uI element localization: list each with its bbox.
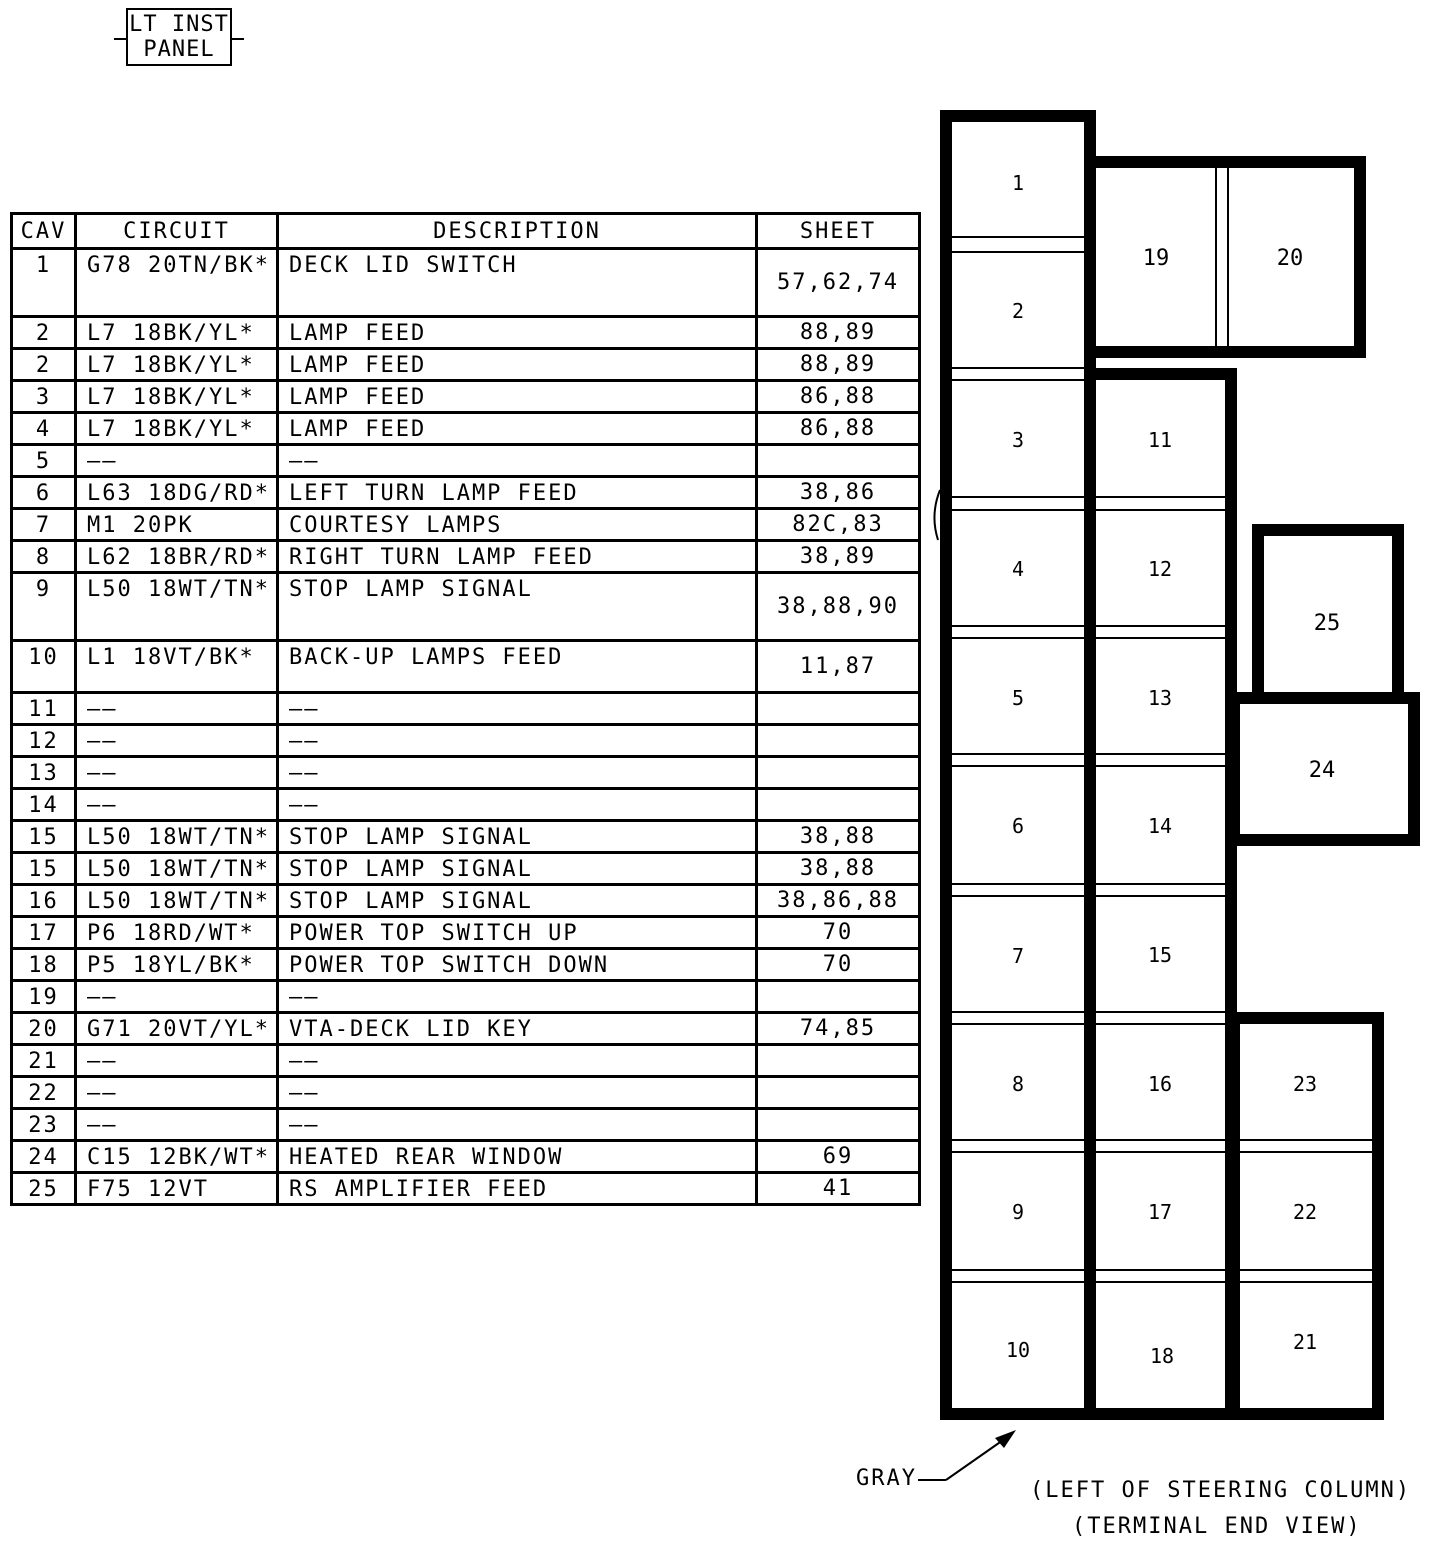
cav-cell: 4	[12, 413, 76, 445]
cav-cell: 20	[12, 1013, 76, 1045]
sheet-cell: 88,89	[757, 317, 920, 349]
circuit-cell: L63 18DG/RD*	[76, 477, 278, 509]
sheet-cell: 38,89	[757, 541, 920, 573]
column-header-circuit: CIRCUIT	[76, 214, 278, 249]
description-cell: LEFT TURN LAMP FEED	[278, 477, 757, 509]
circuit-cell: L7 18BK/YL*	[76, 349, 278, 381]
column-header-description: DESCRIPTION	[278, 214, 757, 249]
cavity-label-15: 15	[1147, 943, 1173, 967]
description-cell: ——	[278, 1109, 757, 1141]
cav-cell: 10	[12, 641, 76, 693]
column-header-cav: CAV	[12, 214, 76, 249]
description-cell: ——	[278, 981, 757, 1013]
cavity-label-4: 4	[1011, 557, 1025, 581]
circuit-cell: ——	[76, 757, 278, 789]
cav-cell: 15	[12, 853, 76, 885]
sheet-cell: 11,87	[757, 641, 920, 693]
cavity-label-5: 5	[1011, 686, 1025, 710]
cavity-label-23: 23	[1292, 1072, 1318, 1096]
cavity-label-22: 22	[1292, 1200, 1318, 1224]
description-cell: ——	[278, 1045, 757, 1077]
circuit-cell: M1 20PK	[76, 509, 278, 541]
sheet-cell: 38,88,90	[757, 573, 920, 641]
circuit-cell: G78 20TN/BK*	[76, 249, 278, 317]
cavity-label-2: 2	[1011, 299, 1025, 323]
cavity-label-24: 24	[1308, 758, 1336, 783]
description-cell: POWER TOP SWITCH UP	[278, 917, 757, 949]
description-cell: STOP LAMP SIGNAL	[278, 885, 757, 917]
cavity-label-11: 11	[1147, 428, 1173, 452]
circuit-cell: ——	[76, 1109, 278, 1141]
connector-view-note: (TERMINAL END VIEW)	[1072, 1514, 1362, 1539]
cavity-label-17: 17	[1147, 1200, 1173, 1224]
cavity-label-14: 14	[1147, 814, 1173, 838]
cav-cell: 7	[12, 509, 76, 541]
cav-cell: 11	[12, 693, 76, 725]
description-cell: ——	[278, 757, 757, 789]
cav-cell: 3	[12, 381, 76, 413]
cav-cell: 14	[12, 789, 76, 821]
description-cell: COURTESY LAMPS	[278, 509, 757, 541]
column-header-sheet: SHEET	[757, 214, 920, 249]
cav-cell: 2	[12, 317, 76, 349]
cavity-label-10: 10	[1005, 1338, 1031, 1362]
connector-title-line2: PANEL	[143, 37, 215, 62]
circuit-cell: G71 20VT/YL*	[76, 1013, 278, 1045]
circuit-cell: L50 18WT/TN*	[76, 885, 278, 917]
circuit-cell: ——	[76, 725, 278, 757]
description-cell: DECK LID SWITCH	[278, 249, 757, 317]
description-cell: ——	[278, 693, 757, 725]
cavity-label-7: 7	[1011, 944, 1025, 968]
circuit-cell: P5 18YL/BK*	[76, 949, 278, 981]
cavity-label-8: 8	[1011, 1072, 1025, 1096]
cav-cell: 6	[12, 477, 76, 509]
gray-arrow-head	[995, 1430, 1016, 1448]
sheet-cell: 41	[757, 1173, 920, 1205]
cavity-block-19-20-outline	[1090, 162, 1360, 352]
cav-cell: 25	[12, 1173, 76, 1205]
cav-cell: 9	[12, 573, 76, 641]
description-cell: ——	[278, 789, 757, 821]
description-cell: STOP LAMP SIGNAL	[278, 853, 757, 885]
cavity-label-19: 19	[1142, 246, 1170, 271]
cav-cell: 18	[12, 949, 76, 981]
connector-title-line1: LT INST	[129, 12, 229, 37]
sheet-cell: 86,88	[757, 381, 920, 413]
cav-cell: 2	[12, 349, 76, 381]
cavity-dividers	[952, 168, 1372, 1282]
circuit-cell: L50 18WT/TN*	[76, 573, 278, 641]
circuit-cell: C15 12BK/WT*	[76, 1141, 278, 1173]
cav-cell: 8	[12, 541, 76, 573]
cavity-label-18: 18	[1149, 1344, 1175, 1368]
description-cell: LAMP FEED	[278, 317, 757, 349]
cav-cell: 12	[12, 725, 76, 757]
circuit-cell: L62 18BR/RD*	[76, 541, 278, 573]
description-cell: RS AMPLIFIER FEED	[278, 1173, 757, 1205]
description-cell: ——	[278, 1077, 757, 1109]
cavity-column-b-outline	[1090, 374, 1231, 1414]
description-cell: HEATED REAR WINDOW	[278, 1141, 757, 1173]
sheet-cell: 38,86,88	[757, 885, 920, 917]
cavity-label-25: 25	[1313, 611, 1341, 636]
cav-cell: 19	[12, 981, 76, 1013]
description-cell: POWER TOP SWITCH DOWN	[278, 949, 757, 981]
circuit-cell: ——	[76, 445, 278, 477]
cavity-label-9: 9	[1011, 1200, 1025, 1224]
sheet-cell: 74,85	[757, 1013, 920, 1045]
sheet-cell: 70	[757, 917, 920, 949]
description-cell: LAMP FEED	[278, 413, 757, 445]
cav-cell: 21	[12, 1045, 76, 1077]
description-cell: STOP LAMP SIGNAL	[278, 573, 757, 641]
cav-cell: 17	[12, 917, 76, 949]
circuit-cell: P6 18RD/WT*	[76, 917, 278, 949]
latch-mark	[934, 490, 940, 540]
description-cell: RIGHT TURN LAMP FEED	[278, 541, 757, 573]
circuit-cell: ——	[76, 1045, 278, 1077]
circuit-cell: ——	[76, 981, 278, 1013]
cavity-label-21: 21	[1292, 1330, 1318, 1354]
connector-color-label: GRAY	[856, 1466, 917, 1491]
circuit-cell: ——	[76, 789, 278, 821]
description-cell: ——	[278, 445, 757, 477]
circuit-cell: F75 12VT	[76, 1173, 278, 1205]
circuit-cell: L7 18BK/YL*	[76, 381, 278, 413]
description-cell: LAMP FEED	[278, 381, 757, 413]
cavity-label-6: 6	[1011, 814, 1025, 838]
sheet-cell: 88,89	[757, 349, 920, 381]
sheet-cell: 57,62,74	[757, 249, 920, 317]
cavity-label-20: 20	[1276, 246, 1304, 271]
sheet-cell: 38,88	[757, 821, 920, 853]
cavity-label-3: 3	[1011, 428, 1025, 452]
circuit-cell: L7 18BK/YL*	[76, 317, 278, 349]
cav-cell: 23	[12, 1109, 76, 1141]
connector-location-note: (LEFT OF STEERING COLUMN)	[1030, 1478, 1412, 1503]
sheet-cell: 69	[757, 1141, 920, 1173]
cavity-label-16: 16	[1147, 1072, 1173, 1096]
sheet-cell: 70	[757, 949, 920, 981]
cav-cell: 24	[12, 1141, 76, 1173]
cavity-label-12: 12	[1147, 557, 1173, 581]
cav-cell: 1	[12, 249, 76, 317]
circuit-cell: L50 18WT/TN*	[76, 853, 278, 885]
cavity-label-1: 1	[1011, 171, 1025, 195]
sheet-cell: 86,88	[757, 413, 920, 445]
gray-arrow-shaft	[946, 1438, 1006, 1480]
description-cell: BACK-UP LAMPS FEED	[278, 641, 757, 693]
cav-cell: 15	[12, 821, 76, 853]
circuit-cell: L50 18WT/TN*	[76, 821, 278, 853]
circuit-cell: ——	[76, 693, 278, 725]
cav-cell: 16	[12, 885, 76, 917]
cav-cell: 13	[12, 757, 76, 789]
description-cell: STOP LAMP SIGNAL	[278, 821, 757, 853]
circuit-cell: L1 18VT/BK*	[76, 641, 278, 693]
sheet-cell: 82C,83	[757, 509, 920, 541]
description-cell: VTA-DECK LID KEY	[278, 1013, 757, 1045]
description-cell: ——	[278, 725, 757, 757]
sheet-cell: 38,86	[757, 477, 920, 509]
cav-cell: 5	[12, 445, 76, 477]
cavity-label-13: 13	[1147, 686, 1173, 710]
description-cell: LAMP FEED	[278, 349, 757, 381]
circuit-cell: ——	[76, 1077, 278, 1109]
cav-cell: 22	[12, 1077, 76, 1109]
circuit-cell: L7 18BK/YL*	[76, 413, 278, 445]
sheet-cell: 38,88	[757, 853, 920, 885]
